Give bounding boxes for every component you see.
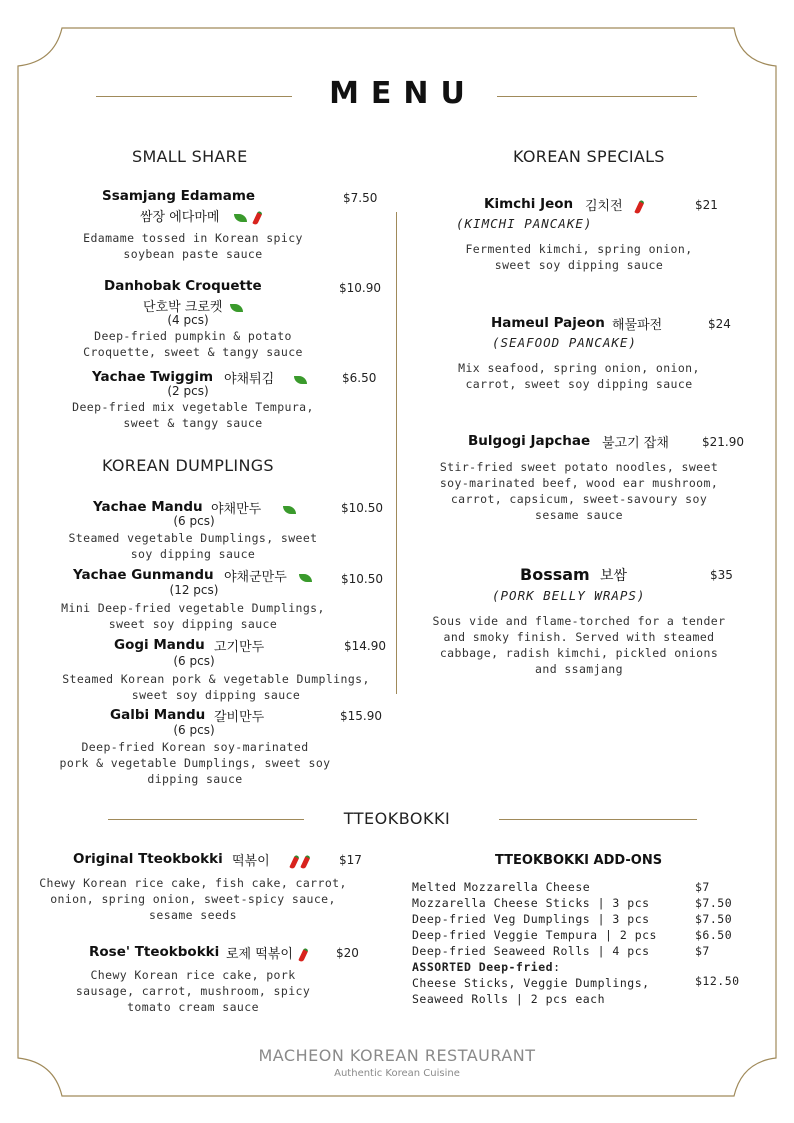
item-pieces: (12 pcs) (169, 583, 219, 597)
addon-label: Mozzarella Cheese Sticks | 3 pcs (412, 896, 650, 910)
leaf-icon (230, 304, 243, 312)
leaf-icon (234, 214, 247, 222)
column-divider (396, 212, 397, 694)
item-description: Deep-fried pumpkin & potato Croquette, sweet & tangy sauce (83, 329, 303, 359)
chili-icon (289, 854, 299, 869)
item-korean: 해물파전 (612, 318, 663, 333)
item-pieces: (4 pcs) (167, 313, 209, 327)
addon-label: Deep-fried Veg Dumplings | 3 pcs (412, 912, 650, 926)
item-name: Bulgogi Japchae (468, 433, 591, 449)
leaf-icon (283, 506, 296, 514)
addon-price: $6.50 (695, 928, 733, 942)
item-price: $10.50 (341, 501, 383, 515)
item-name: Galbi Mandu (110, 707, 206, 723)
item-description: Mix seafood, spring onion, onion, carrot, sweet soy dipping sauce (458, 361, 700, 391)
item-name: Ssamjang Edamame (102, 188, 256, 204)
item-korean: 불고기 잡채 (602, 436, 669, 451)
item-subtitle: (SEAFOOD PANCAKE) (492, 335, 637, 350)
title-rule-right (497, 96, 697, 97)
item-name: Yachae Twiggim (92, 369, 214, 385)
addon-assorted-line: Seaweed Rolls | 2 pcs each (412, 992, 606, 1006)
item-description: Deep-fried mix vegetable Tempura, sweet & tangy sauce (72, 400, 314, 430)
item-price: $21.90 (702, 435, 744, 449)
restaurant-tagline: Authentic Korean Cuisine (334, 1068, 460, 1079)
item-name: Gogi Mandu (114, 637, 205, 653)
item-korean: 로제 떡볶이 (226, 943, 306, 962)
item-description: Sous vide and flame-torched for a tender and smoky finish. Served with steamed cabbage, radish kimchi, pickled onions and ssamjang (432, 614, 726, 676)
section-heading-specials: KOREAN SPECIALS (513, 147, 665, 166)
restaurant-name: MACHEON KOREAN RESTAURANT (258, 1046, 536, 1065)
item-korean: 고기만두 (214, 640, 265, 655)
menu-title: MENU (329, 76, 477, 111)
item-korean: 보쌈 (600, 568, 628, 584)
addon-assorted-line: Cheese Sticks, Veggie Dumplings, (412, 976, 650, 990)
leaf-icon (299, 574, 312, 582)
item-description: Chewy Korean rice cake, pork sausage, carrot, mushroom, spicy tomato cream sauce (75, 968, 311, 1014)
addon-price: $7 (695, 880, 710, 894)
leaf-icon (294, 376, 307, 384)
item-name: Yachae Mandu (93, 499, 203, 515)
addons-heading: TTEOKBOKKI ADD-ONS (495, 853, 663, 868)
item-korean: 쌈장 에다마메 (140, 206, 260, 225)
section-heading-dumplings: KOREAN DUMPLINGS (102, 456, 274, 475)
item-price: $15.90 (340, 709, 382, 723)
item-korean: 갈비만두 (214, 710, 265, 725)
tteokbokki-rule-right (499, 819, 697, 820)
item-korean: 야채군만두 (224, 566, 312, 585)
item-description: Steamed Korean pork & vegetable Dumplings, sweet soy dipping sauce (62, 672, 370, 702)
item-price: $35 (710, 568, 733, 582)
item-description: Chewy Korean rice cake, fish cake, carrot, onion, spring onion, sweet-spicy sauce, sesame seeds (39, 876, 347, 922)
item-price: $20 (336, 946, 359, 960)
item-description: Fermented kimchi, spring onion, sweet soy dipping sauce (465, 242, 693, 272)
item-name: Kimchi Jeon (484, 196, 574, 212)
item-korean: 야채튀김 (224, 368, 307, 387)
item-pieces: (6 pcs) (173, 514, 215, 528)
item-pieces: (6 pcs) (173, 654, 215, 668)
item-description: Steamed vegetable Dumplings, sweet soy dipping sauce (68, 531, 318, 561)
addon-price: $7.50 (695, 912, 733, 926)
item-korean: 야채만두 (211, 498, 296, 517)
item-price: $14.90 (344, 639, 386, 653)
item-description: Stir-fried sweet potato noodles, sweet soy-marinated beef, wood ear mushroom, carrot, capsicum, sweet-savoury soy sesame sauce (439, 460, 719, 522)
addon-price: $7 (695, 944, 710, 958)
item-price: $24 (708, 317, 731, 331)
item-name: Original Tteokbokki (73, 851, 223, 867)
section-heading-tteokbokki: TTEOKBOKKI (343, 809, 451, 828)
addon-assorted-label: ASSORTED Deep-fried: (412, 960, 561, 974)
item-price: $17 (339, 853, 362, 867)
item-name: Hameul Pajeon (491, 315, 605, 331)
item-name: Rose' Tteokbokki (89, 944, 220, 960)
item-price: $7.50 (343, 191, 378, 205)
item-price: $6.50 (342, 371, 377, 385)
addon-label: Deep-fried Seaweed Rolls | 4 pcs (412, 944, 650, 958)
item-name: Danhobak Croquette (104, 278, 262, 294)
addon-assorted-price: $12.50 (695, 974, 740, 988)
item-korean: 김치전 (585, 195, 642, 214)
item-korean: 단호박 크로켓 (143, 296, 243, 315)
item-korean: 떡볶이 (232, 850, 308, 869)
item-name: Yachae Gunmandu (73, 567, 214, 583)
item-price: $10.90 (339, 281, 381, 295)
addon-label: Deep-fried Veggie Tempura | 2 pcs (412, 928, 657, 942)
item-price: $21 (695, 198, 718, 212)
item-subtitle: (PORK BELLY WRAPS) (492, 588, 646, 603)
item-name: Bossam (520, 565, 590, 584)
item-description: Deep-fried Korean soy-marinated pork & vegetable Dumplings, sweet soy dipping sauce (59, 740, 331, 786)
addon-label: Melted Mozzarella Cheese (412, 880, 591, 894)
item-description: Edamame tossed in Korean spicy soybean paste sauce (83, 231, 303, 261)
section-heading-small-share: SMALL SHARE (132, 147, 248, 166)
item-pieces: (2 pcs) (167, 384, 209, 398)
title-rule-left (96, 96, 292, 97)
item-price: $10.50 (341, 572, 383, 586)
item-description: Mini Deep-fried vegetable Dumplings, sweet soy dipping sauce (61, 601, 325, 631)
item-pieces: (6 pcs) (173, 723, 215, 737)
addon-price: $7.50 (695, 896, 733, 910)
item-subtitle: (KIMCHI PANCAKE) (456, 216, 593, 231)
